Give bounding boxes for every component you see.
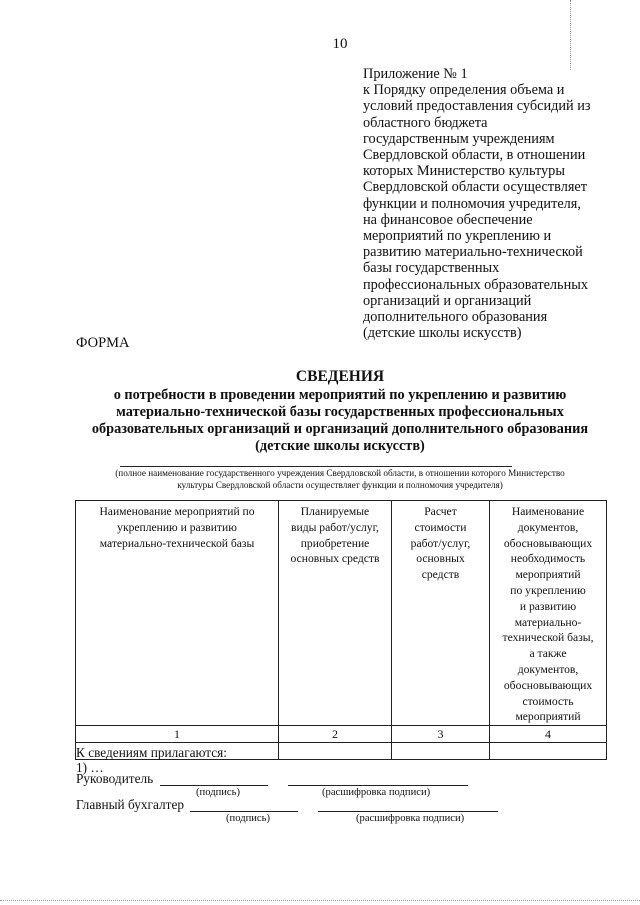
institution-name-caption bbox=[60, 468, 620, 491]
accountant-decoding-caption: (расшифровка подписи) bbox=[356, 813, 465, 824]
header-text: стоимости bbox=[414, 520, 467, 534]
header-text: а также bbox=[529, 647, 567, 661]
header-text: укреплению и развитию bbox=[117, 520, 237, 534]
header-cell-documents bbox=[490, 501, 607, 726]
header-cell-planned-works bbox=[279, 501, 392, 726]
header-text: по укреплению bbox=[510, 583, 586, 597]
appendix-line: на финансовое обеспечение bbox=[363, 211, 533, 228]
column-number: 2 bbox=[279, 726, 392, 743]
column-number: 4 bbox=[490, 726, 607, 743]
appendix-line: Свердловской области осуществляет bbox=[363, 179, 588, 196]
director-decoding-caption: (расшифровка подписи) bbox=[322, 787, 431, 798]
appendix-line: развитию материально-технической bbox=[363, 244, 583, 261]
header-text: Расчет bbox=[424, 505, 457, 518]
header-text: мероприятий bbox=[515, 568, 581, 582]
subtitle-line: (детские школы искусств) bbox=[255, 438, 425, 454]
header-cell-cost-calculation bbox=[392, 501, 490, 726]
institution-name-line[interactable] bbox=[120, 466, 512, 467]
subtitle-line: образовательных организаций и организаций дополнительного образования bbox=[91, 421, 589, 437]
appendix-line: (детские школы искусств) bbox=[363, 325, 522, 342]
column-number-row bbox=[76, 726, 607, 743]
director-signature-line[interactable] bbox=[160, 785, 268, 786]
header-text: обосновывающих bbox=[503, 678, 593, 692]
header-text: материально- bbox=[514, 615, 582, 629]
director-label: Руководитель bbox=[76, 771, 154, 786]
header-text: технической базы, bbox=[502, 631, 594, 645]
header-text: работ/услуг, bbox=[410, 536, 471, 550]
appendix-line: Свердловской области, в отношении bbox=[363, 147, 586, 164]
appendix-line: профессиональных образовательных bbox=[363, 276, 588, 293]
subtitle-line: материально-технической базы государственных профессиональных bbox=[116, 404, 564, 420]
appendix-line: функции и полномочия учредителя, bbox=[363, 195, 581, 212]
subtitle-line: о потребности в проведении мероприятий по укреплению и развитию bbox=[113, 387, 567, 403]
header-text: документов, bbox=[517, 520, 579, 534]
header-text: необходимость bbox=[510, 552, 586, 566]
appendix-line: дополнительного образования bbox=[363, 309, 548, 326]
appendix-line: мероприятий по укреплению и bbox=[363, 228, 552, 245]
header-text: и развитию bbox=[519, 599, 577, 613]
appendix-line: которых Министерство культуры bbox=[363, 163, 565, 180]
form-label: ФОРМА bbox=[76, 335, 130, 351]
caption-line: культуры Свердловской области осуществляет функции и полномочия учредителя) bbox=[177, 479, 503, 490]
table-cell[interactable] bbox=[392, 743, 490, 760]
appendix-line: условий предоставления субсидий из bbox=[363, 98, 591, 115]
appendix-line: организаций и организаций bbox=[363, 292, 532, 309]
accountant-signature-line[interactable] bbox=[190, 811, 298, 812]
header-text: виды работ/услуг, bbox=[291, 520, 379, 534]
header-text: материально-технической базы bbox=[99, 536, 255, 550]
attachment-item: 1) … bbox=[76, 760, 104, 775]
column-number: 3 bbox=[392, 726, 490, 743]
director-signature-caption: (подпись) bbox=[196, 787, 240, 798]
appendix-line: областного бюджета bbox=[363, 114, 488, 131]
header-text: стоимость bbox=[522, 694, 574, 708]
header-text: документов, bbox=[517, 662, 579, 676]
header-text: основных bbox=[416, 552, 465, 566]
header-text: Планируемые bbox=[300, 505, 370, 518]
table-header-row bbox=[76, 501, 607, 726]
appendix-line: государственным учреждениям bbox=[363, 130, 555, 147]
appendix-line: базы государственных bbox=[363, 260, 500, 277]
document-title: СВЕДЕНИЯ bbox=[295, 368, 385, 385]
accountant-label: Главный бухгалтер bbox=[76, 797, 185, 812]
director-name-line[interactable] bbox=[288, 785, 468, 786]
page-number: 10 bbox=[332, 36, 348, 52]
header-text: мероприятий bbox=[515, 710, 581, 724]
needs-table bbox=[75, 500, 607, 760]
caption-line: (полное наименование государственного учреждения Свердловской области, в отношении которого Министерство bbox=[115, 468, 565, 478]
header-cell-activities bbox=[76, 501, 279, 726]
header-text: Наименование bbox=[511, 505, 585, 518]
accountant-name-line[interactable] bbox=[318, 811, 498, 812]
attachments-label: К сведениям прилагаются: bbox=[76, 745, 227, 760]
header-text: обосновывающих bbox=[503, 536, 593, 550]
header-text: Наименование мероприятий по bbox=[99, 505, 255, 518]
scan-edge-mark bbox=[570, 0, 571, 70]
header-text: приобретение bbox=[300, 536, 370, 550]
appendix-line: Приложение № 1 bbox=[363, 66, 468, 82]
column-number: 1 bbox=[76, 726, 279, 743]
document-subtitle bbox=[80, 387, 600, 455]
header-text: основных средств bbox=[290, 552, 380, 566]
header-text: средств bbox=[421, 568, 460, 582]
appendix-header bbox=[363, 66, 608, 341]
scan-bottom-edge bbox=[0, 900, 640, 901]
appendix-line: к Порядку определения объема и bbox=[363, 82, 565, 99]
table-cell[interactable] bbox=[490, 743, 607, 760]
table-cell[interactable] bbox=[279, 743, 392, 760]
accountant-signature-caption: (подпись) bbox=[226, 813, 270, 824]
